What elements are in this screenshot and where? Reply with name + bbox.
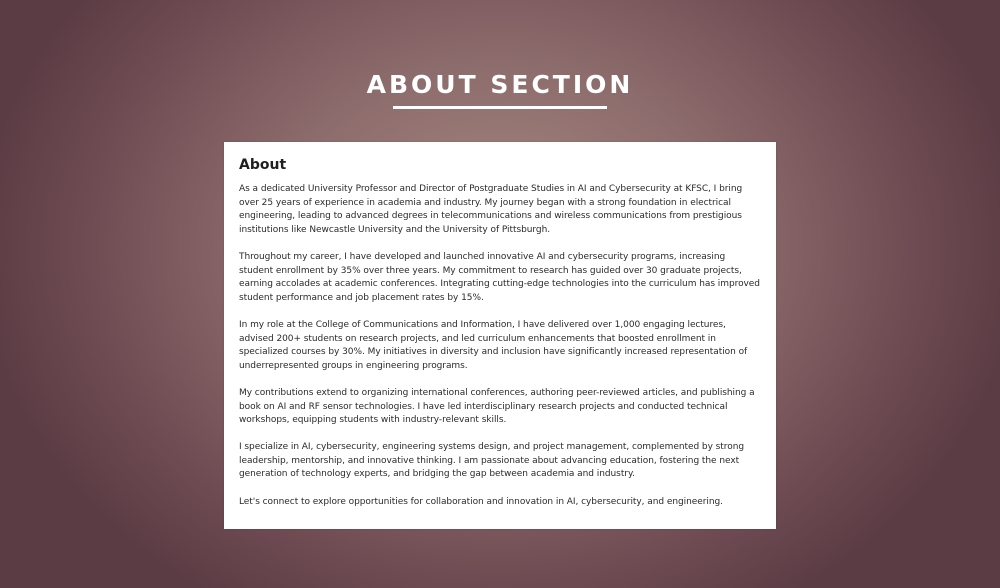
about-paragraph-6: Let's connect to explore opportunities for collaboration and innovation in AI, cybersecurity, and engineering.	[239, 496, 723, 507]
about-card	[224, 142, 776, 529]
about-paragraph-3: In my role at the College of Communications and Information, I have delivered over 1,000 engaging lectures, advised 200+ students on research projects, and led curriculum enhancements that boosted enrollment in specialized courses by 30%. My initiatives in diversity and inclusion have significantly increased representation of underrepresented groups in engineering programs.	[239, 319, 748, 371]
section-title: ABOUT SECTION	[366, 70, 634, 99]
about-paragraph-2: Throughout my career, I have developed and launched innovative AI and cybersecurity programs, increasing student enrollment by 35% over three years. My commitment to research has guided over 30 graduate projects, earning accolades at academic conferences. Integrating cutting-edge technologies into the curriculum has improved student performance and job placement rates by 15%.	[239, 251, 760, 303]
about-paragraph-1: As a dedicated University Professor and Director of Postgraduate Studies in AI and Cybersecurity at KFSC, I bring over 25 years of experience in academia and industry. My journey began with a strong foundation in electrical engineering, leading to advanced degrees in telecommunications and wireless communications from prestigious institutions like Newcastle University and the University of Pittsburgh.	[239, 184, 743, 235]
about-heading: About	[239, 157, 287, 173]
about-paragraph-4: My contributions extend to organizing international conferences, authoring peer-reviewed articles, and publishing a book on AI and RF sensor technologies. I have led interdisciplinary research projects and conducted technical workshops, equipping students with industry-relevant skills.	[239, 387, 755, 426]
about-paragraph-5: I specialize in AI, cybersecurity, engineering systems design, and project management, complemented by strong leadership, mentorship, and innovative thinking. I am passionate about advancing education, fostering the next generation of technology experts, and bridging the gap between academia and industry.	[239, 442, 745, 480]
section-title-underline	[393, 106, 607, 109]
